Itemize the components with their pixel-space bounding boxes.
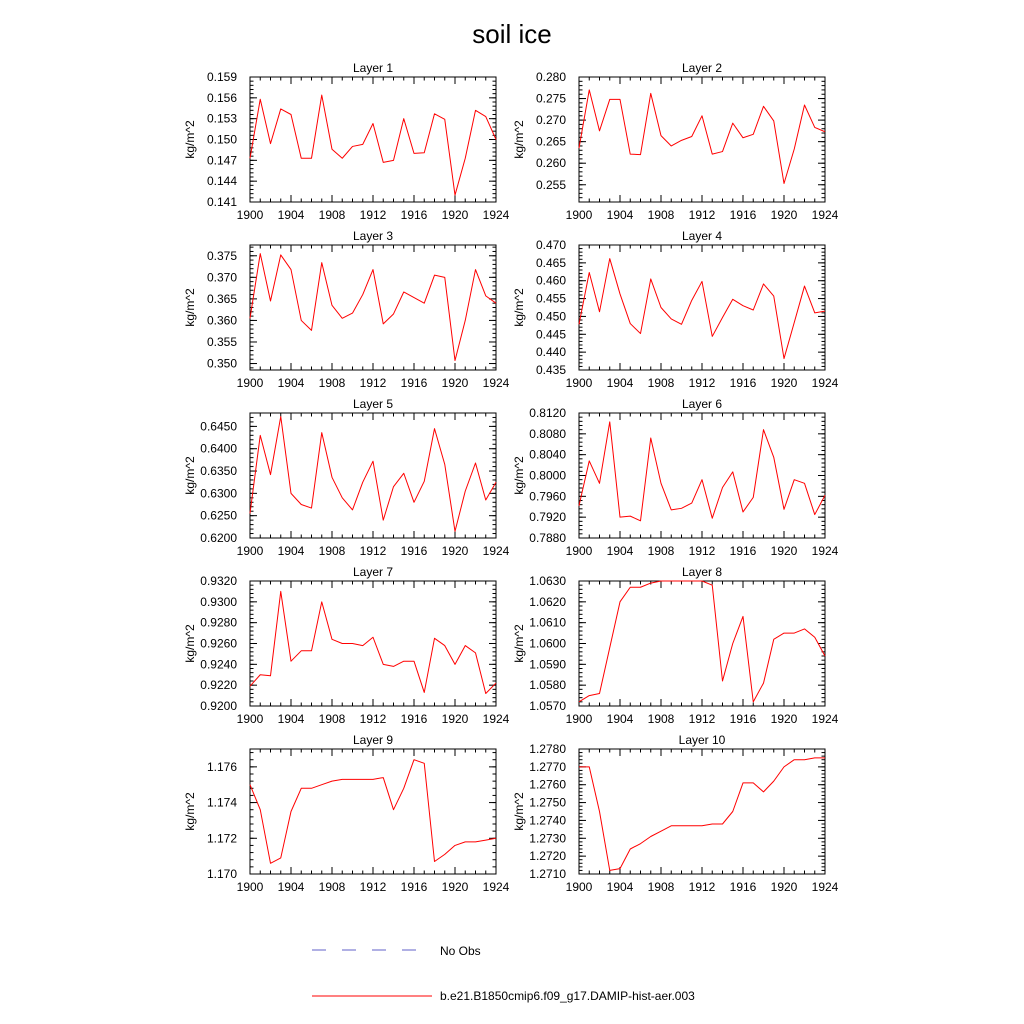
y-tick-label: 1.2710 [529,867,566,881]
panel-title: Layer 8 [681,565,723,579]
y-tick-label: 0.255 [535,177,566,192]
y-axis-label: kg/m^2 [183,792,197,831]
x-tick-label: 1900 [565,544,593,558]
y-tick-label: 0.460 [535,273,566,288]
x-tick-label: 1920 [770,208,798,222]
y-tick-label: 0.6400 [200,441,237,456]
y-tick-label: 1.0610 [529,615,566,630]
x-tick-label: 1900 [565,712,593,726]
x-tick-label: 1912 [688,880,716,894]
x-tick-label: 1912 [359,544,387,558]
legend-obs-label: No Obs [440,944,481,958]
y-tick-label: 0.159 [206,70,237,84]
y-tick-label: 1.2720 [529,849,566,864]
x-tick-label: 1916 [729,208,757,222]
y-tick-label: 0.9320 [200,574,237,588]
y-tick-label: 0.6300 [200,486,237,501]
y-tick-label: 0.275 [535,91,566,106]
y-tick-label: 0.9280 [200,615,237,630]
x-tick-label: 1916 [729,376,757,390]
x-tick-label: 1916 [400,544,428,558]
y-tick-label: 0.6450 [200,419,237,434]
y-tick-label: 1.0570 [529,699,566,713]
y-tick-label: 0.7920 [529,510,566,525]
x-tick-label: 1900 [236,880,264,894]
y-tick-label: 0.355 [206,334,237,349]
panel-title: Layer 6 [681,397,723,411]
panel-title: Layer 4 [681,229,723,243]
x-tick-label: 1924 [482,376,510,390]
y-tick-label: 0.470 [535,238,566,252]
y-tick-label: 0.280 [535,70,566,84]
panel-title: Layer 9 [352,733,394,747]
legend-model-label: b.e21.B1850cmip6.f09_g17.DAMIP-hist-aer.003 [440,989,695,1003]
x-tick-label: 1908 [318,544,346,558]
panel-title: Layer 3 [352,229,394,243]
y-tick-label: 0.9260 [200,636,237,651]
y-tick-label: 0.8000 [529,468,566,483]
x-tick-label: 1924 [811,712,839,726]
y-tick-label: 0.445 [535,327,566,342]
y-axis-label: kg/m^2 [512,288,526,327]
x-tick-label: 1920 [441,376,469,390]
y-tick-label: 1.2730 [529,831,566,846]
y-tick-label: 0.365 [206,291,237,306]
y-tick-label: 1.176 [206,759,237,774]
y-axis-label: kg/m^2 [183,456,197,495]
y-axis-label: kg/m^2 [183,120,197,159]
x-tick-label: 1908 [318,880,346,894]
x-tick-label: 1912 [688,208,716,222]
x-tick-label: 1904 [277,208,305,222]
panel-title: Layer 10 [678,733,726,747]
y-tick-label: 0.6250 [200,508,237,523]
y-tick-label: 0.6350 [200,464,237,479]
y-tick-label: 1.2760 [529,777,566,792]
panel-title: Layer 1 [352,61,394,75]
y-axis-label: kg/m^2 [183,624,197,663]
x-tick-label: 1924 [482,712,510,726]
x-tick-label: 1908 [318,208,346,222]
y-tick-label: 1.2740 [529,813,566,828]
y-tick-label: 0.435 [535,363,566,377]
panel-title: Layer 5 [352,397,394,411]
y-tick-label: 0.147 [206,153,237,168]
x-tick-label: 1912 [688,544,716,558]
x-tick-label: 1916 [729,880,757,894]
x-tick-label: 1916 [400,376,428,390]
y-tick-label: 0.9240 [200,657,237,672]
y-tick-label: 0.360 [206,313,237,328]
panel-title: Layer 7 [352,565,394,579]
x-tick-label: 1920 [770,712,798,726]
y-tick-label: 0.9200 [200,699,237,713]
x-tick-label: 1904 [606,712,634,726]
y-axis-label: kg/m^2 [512,456,526,495]
x-tick-label: 1916 [400,880,428,894]
x-tick-label: 1912 [688,376,716,390]
x-tick-label: 1908 [647,712,675,726]
y-tick-label: 0.153 [206,111,237,126]
y-axis-label: kg/m^2 [512,624,526,663]
x-tick-label: 1904 [277,880,305,894]
x-tick-label: 1912 [359,712,387,726]
x-tick-label: 1912 [359,880,387,894]
y-tick-label: 0.150 [206,132,237,147]
x-tick-label: 1920 [770,544,798,558]
y-tick-label: 1.0630 [529,574,566,588]
x-tick-label: 1904 [606,208,634,222]
y-tick-label: 0.375 [206,248,237,263]
x-tick-label: 1904 [606,544,634,558]
x-tick-label: 1920 [441,208,469,222]
y-tick-label: 0.370 [206,270,237,285]
x-tick-label: 1920 [770,880,798,894]
y-axis-label: kg/m^2 [183,288,197,327]
y-tick-label: 0.8120 [529,406,566,420]
x-tick-label: 1904 [606,376,634,390]
x-tick-label: 1900 [565,376,593,390]
y-tick-label: 0.141 [206,195,237,209]
x-tick-label: 1924 [811,208,839,222]
x-tick-label: 1900 [565,208,593,222]
x-tick-label: 1900 [236,712,264,726]
y-tick-label: 0.7880 [529,531,566,545]
x-tick-label: 1908 [647,208,675,222]
y-tick-label: 0.8080 [529,426,566,441]
x-tick-label: 1920 [441,712,469,726]
x-tick-label: 1900 [565,880,593,894]
x-tick-label: 1916 [400,712,428,726]
y-tick-label: 0.450 [535,309,566,324]
x-tick-label: 1904 [606,880,634,894]
y-tick-label: 0.465 [535,255,566,270]
x-tick-label: 1904 [277,712,305,726]
x-tick-label: 1920 [441,544,469,558]
x-tick-label: 1924 [482,544,510,558]
y-tick-label: 1.0580 [529,678,566,693]
y-tick-label: 0.8040 [529,447,566,462]
x-tick-label: 1912 [359,376,387,390]
y-tick-label: 0.144 [206,174,237,189]
y-tick-label: 0.9220 [200,678,237,693]
y-tick-label: 1.0590 [529,657,566,672]
x-tick-label: 1908 [318,712,346,726]
panel-title: Layer 2 [681,61,723,75]
y-tick-label: 1.172 [206,831,237,846]
x-tick-label: 1920 [441,880,469,894]
y-tick-label: 0.260 [535,156,566,171]
x-tick-label: 1904 [277,544,305,558]
x-tick-label: 1908 [647,544,675,558]
y-tick-label: 1.174 [206,795,237,810]
y-tick-label: 0.265 [535,134,566,149]
y-axis-label: kg/m^2 [512,792,526,831]
y-axis-label: kg/m^2 [512,120,526,159]
y-tick-label: 0.350 [206,356,237,371]
y-tick-label: 0.270 [535,113,566,128]
y-tick-label: 1.0620 [529,594,566,609]
y-tick-label: 0.9300 [200,594,237,609]
y-tick-label: 0.455 [535,291,566,306]
x-tick-label: 1900 [236,376,264,390]
x-tick-label: 1908 [318,376,346,390]
x-tick-label: 1920 [770,376,798,390]
y-tick-label: 0.440 [535,345,566,360]
y-tick-label: 1.2780 [529,742,566,756]
figure-title: soil ice [472,19,552,49]
x-tick-label: 1924 [482,880,510,894]
y-tick-label: 1.2750 [529,795,566,810]
x-tick-label: 1924 [811,544,839,558]
x-tick-label: 1924 [482,208,510,222]
x-tick-label: 1916 [729,544,757,558]
y-tick-label: 0.156 [206,90,237,105]
x-tick-label: 1900 [236,544,264,558]
x-tick-label: 1908 [647,376,675,390]
x-tick-label: 1904 [277,376,305,390]
x-tick-label: 1900 [236,208,264,222]
x-tick-label: 1916 [729,712,757,726]
x-tick-label: 1908 [647,880,675,894]
x-tick-label: 1924 [811,376,839,390]
y-tick-label: 1.170 [206,867,237,881]
y-tick-label: 0.6200 [200,531,237,545]
y-tick-label: 0.7960 [529,489,566,504]
x-tick-label: 1912 [359,208,387,222]
x-tick-label: 1916 [400,208,428,222]
x-tick-label: 1924 [811,880,839,894]
x-tick-label: 1912 [688,712,716,726]
y-tick-label: 1.0600 [529,636,566,651]
y-tick-label: 1.2770 [529,759,566,774]
